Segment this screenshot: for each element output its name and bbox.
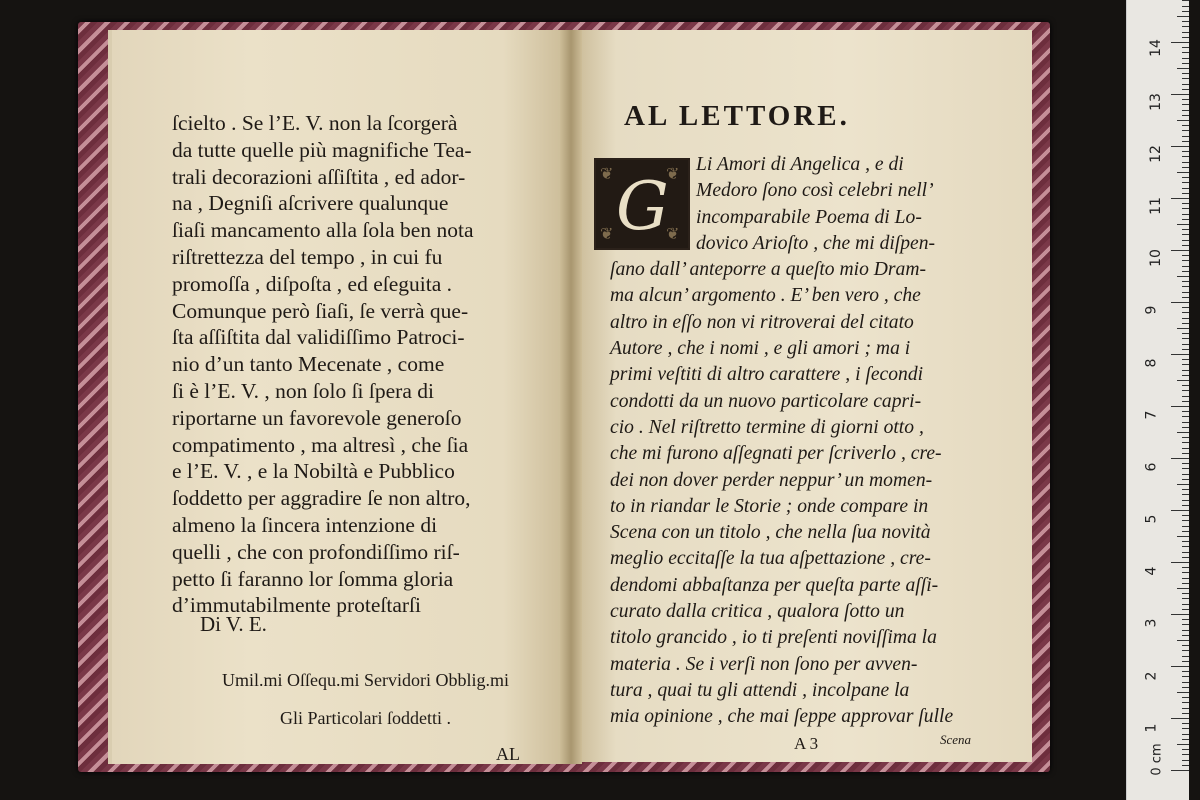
- ruler-tick: [1182, 598, 1189, 599]
- ruler-tick: [1182, 531, 1189, 532]
- ruler-tick: [1182, 671, 1189, 672]
- ruler-number: 13: [1147, 93, 1164, 111]
- ruler-tick: [1182, 229, 1189, 230]
- ruler-tick: [1182, 255, 1189, 256]
- ruler-tick: [1182, 130, 1189, 131]
- text-line: ſiaſi mancamento alla ſola ben nota: [172, 218, 474, 243]
- text-line: dei non dover perder neppur’ un momen-: [610, 469, 933, 491]
- left-page-text: [172, 110, 552, 619]
- right-page: [570, 30, 1032, 762]
- ruler-tick: [1182, 266, 1189, 267]
- ruler-number: 1: [1143, 723, 1160, 733]
- ruler-tick: [1182, 240, 1189, 241]
- ruler-tick: [1171, 354, 1189, 355]
- ruler-tick: [1182, 78, 1189, 79]
- text-line: petto ſi faranno lor ſomma gloria: [172, 566, 454, 591]
- ruler-tick: [1171, 302, 1189, 303]
- text-line: condotti da un nuovo particolare capri-: [610, 390, 922, 412]
- text-line: trali decorazioni aſſiſtita , ed ador-: [172, 164, 466, 189]
- ruler-tick: [1182, 156, 1189, 157]
- ruler-tick: [1177, 328, 1189, 329]
- book-gutter: [560, 30, 582, 764]
- ruler-tick: [1171, 458, 1189, 459]
- ruler-tick: [1182, 260, 1189, 261]
- ruler-tick: [1182, 505, 1189, 506]
- text-line: e l’E. V. , e la Nobiltà e Pubblico: [172, 459, 455, 484]
- ruler-tick: [1182, 546, 1189, 547]
- text-line: Comunque però ſiaſi, ſe verrà que-: [172, 298, 469, 323]
- ruler-number: 14: [1147, 39, 1164, 57]
- ruler-tick: [1182, 307, 1189, 308]
- ruler-tick: [1171, 198, 1189, 199]
- left-page: [108, 30, 572, 764]
- catchword: AL: [496, 744, 520, 764]
- ruler-tick: [1182, 323, 1189, 324]
- ruler-tick: [1182, 271, 1189, 272]
- ruler-tick: [1182, 661, 1189, 662]
- ruler-tick: [1171, 510, 1189, 511]
- ruler-tick: [1182, 182, 1189, 183]
- text-line: Autore , che i nomi , e gli amori ; ma i: [610, 338, 911, 360]
- ruler-tick: [1182, 500, 1189, 501]
- ruler-tick: [1182, 416, 1189, 417]
- ruler-tick: [1182, 765, 1189, 766]
- ruler-tick: [1182, 526, 1189, 527]
- ruler-tick: [1182, 99, 1189, 100]
- ruler-tick: [1182, 52, 1189, 53]
- ruler-number: 10: [1147, 249, 1164, 267]
- ruler-tick: [1182, 219, 1189, 220]
- ruler-tick: [1177, 16, 1189, 17]
- text-line: d’immutabilmente proteſtarſi: [172, 593, 421, 618]
- text-line: ma alcun’ argomento . E’ ben vero , che: [610, 285, 921, 307]
- ruler-tick: [1177, 224, 1189, 225]
- ruler-tick: [1182, 89, 1189, 90]
- text-line: dovico Arioſto , che mi diſpen-: [696, 232, 936, 254]
- ruler-number: 4: [1143, 566, 1160, 576]
- ruler-tick: [1182, 110, 1189, 111]
- text-line: to in riandar le Storie ; onde compare in: [610, 495, 929, 517]
- ruler-tick: [1182, 687, 1189, 688]
- ruler-tick: [1182, 364, 1189, 365]
- text-line: cio . Nel riſtretto termine di giorni otto ,: [610, 416, 924, 438]
- ruler-number: 11: [1147, 197, 1164, 215]
- ruler-tick: [1182, 650, 1189, 651]
- ruler-tick: [1182, 427, 1189, 428]
- ruler-tick: [1182, 193, 1189, 194]
- ruler-tick: [1182, 437, 1189, 438]
- ruler-tick: [1182, 141, 1189, 142]
- ruler-tick: [1182, 188, 1189, 189]
- ruler-tick: [1182, 635, 1189, 636]
- ruler-tick: [1182, 47, 1189, 48]
- ruler-tick: [1171, 718, 1189, 719]
- ruler-tick: [1182, 0, 1189, 1]
- ruler-tick: [1182, 318, 1189, 319]
- ruler-tick: [1182, 723, 1189, 724]
- text-line: meglio eccitaſſe la tua aſpettazione , cre-: [610, 548, 931, 570]
- leaf-ornament-icon: ❦: [600, 224, 614, 243]
- text-line: Medoro ſono così celebri nell’: [696, 180, 934, 202]
- ruler-tick: [1182, 604, 1189, 605]
- text-line: titolo grancido , io ti preſenti noviſſima la: [610, 627, 937, 649]
- signature-line: Umil.mi Oſſequ.mi Servidori Obblig.mi: [222, 670, 509, 690]
- ruler-tick: [1182, 453, 1189, 454]
- signature-mark: A 3: [794, 734, 819, 753]
- scale-ruler: [1126, 0, 1189, 800]
- ruler-tick: [1182, 702, 1189, 703]
- text-line: ſano dall’ anteporre a queſto mio Dram-: [610, 259, 927, 281]
- text-line: da tutte quelle più magnifiche Tea-: [172, 137, 472, 162]
- text-line: materia . Se i verſi non ſono per avven-: [610, 653, 918, 675]
- ruler-unit-label: 0 cm: [1149, 743, 1165, 776]
- ruler-tick: [1182, 479, 1189, 480]
- ruler-tick: [1182, 396, 1189, 397]
- text-line: ſi è l’E. V. , non ſolo ſi ſpera di: [172, 378, 434, 403]
- ruler-number: 3: [1143, 618, 1160, 628]
- ruler-tick: [1171, 94, 1189, 95]
- ruler-tick: [1182, 84, 1189, 85]
- ruler-tick: [1171, 562, 1189, 563]
- ruler-tick: [1177, 172, 1189, 173]
- ruler-tick: [1182, 162, 1189, 163]
- ruler-tick: [1182, 73, 1189, 74]
- dropcap-letter: G: [616, 168, 669, 245]
- ruler-tick: [1182, 11, 1189, 12]
- ruler-tick: [1182, 338, 1189, 339]
- text-line: tura , quai tu gli attendi , incolpane la: [610, 679, 910, 701]
- ruler-tick: [1177, 68, 1189, 69]
- ruler-tick: [1182, 151, 1189, 152]
- ruler-tick: [1182, 21, 1189, 22]
- ruler-number: 2: [1143, 671, 1160, 681]
- ruler-tick: [1182, 370, 1189, 371]
- ruler-tick: [1177, 276, 1189, 277]
- text-line: dendomi abbaſtanza per queſta parte aſſi-: [610, 574, 939, 596]
- ruler-tick: [1177, 588, 1189, 589]
- leaf-ornament-icon: ❦: [666, 164, 680, 183]
- ruler-tick: [1177, 484, 1189, 485]
- ruler-tick: [1182, 312, 1189, 313]
- ruler-tick: [1182, 245, 1189, 246]
- ruler-tick: [1182, 214, 1189, 215]
- ruler-tick: [1182, 167, 1189, 168]
- ruler-tick: [1182, 422, 1189, 423]
- ruler-tick: [1182, 619, 1189, 620]
- ruler-tick: [1171, 770, 1189, 771]
- text-line: riportarne un favorevole generoſo: [172, 405, 462, 430]
- ruler-tick: [1182, 125, 1189, 126]
- text-line: compatimento , ma altresì , che ſia: [172, 432, 469, 457]
- ruler-tick: [1182, 203, 1189, 204]
- ruler-tick: [1182, 63, 1189, 64]
- ruler-tick: [1182, 177, 1189, 178]
- ruler-tick: [1177, 380, 1189, 381]
- ruler-tick: [1182, 463, 1189, 464]
- text-line: altro in eſſo non vi ritroverai del citato: [610, 311, 914, 333]
- ruler-tick: [1171, 614, 1189, 615]
- ruler-number: 7: [1143, 410, 1160, 420]
- ruler-tick: [1182, 593, 1189, 594]
- ruler-tick: [1182, 26, 1189, 27]
- catchword: Scena: [940, 732, 972, 747]
- ruler-tick: [1182, 32, 1189, 33]
- right-page-text: [610, 152, 1030, 731]
- ruler-tick: [1182, 37, 1189, 38]
- text-line: riſtrettezza del tempo , in cui fu: [172, 244, 443, 269]
- ruler-tick: [1182, 489, 1189, 490]
- text-line: promoſſa , diſpoſta , ed eſeguita .: [172, 271, 453, 296]
- ruler-tick: [1182, 411, 1189, 412]
- text-line: quelli , che con profondiſſimo riſ-: [172, 539, 460, 564]
- ruler-tick: [1182, 344, 1189, 345]
- ruler-tick: [1177, 744, 1189, 745]
- ruler-tick: [1171, 146, 1189, 147]
- ruler-tick: [1177, 536, 1189, 537]
- ruler-tick: [1182, 734, 1189, 735]
- text-line: ſoddetto per aggradire ſe non altro,: [172, 486, 471, 511]
- ruler-tick: [1182, 630, 1189, 631]
- ruler-tick: [1182, 115, 1189, 116]
- ruler-tick: [1182, 448, 1189, 449]
- leaf-ornament-icon: ❦: [666, 224, 680, 243]
- ruler-tick: [1182, 676, 1189, 677]
- ruler-tick: [1182, 208, 1189, 209]
- ruler-tick: [1182, 515, 1189, 516]
- ruler-tick: [1182, 58, 1189, 59]
- closing-salutation: Di V. E.: [200, 612, 267, 636]
- ruler-tick: [1171, 250, 1189, 251]
- ruler-tick: [1182, 645, 1189, 646]
- text-line: Li Amori di Angelica , e di: [696, 154, 904, 175]
- text-line: nio d’un tanto Mecenate , come: [172, 352, 445, 377]
- ruler-tick: [1182, 292, 1189, 293]
- ruler-tick: [1171, 666, 1189, 667]
- ruler-tick: [1182, 375, 1189, 376]
- text-line: Scena con un titolo , che nella ſua novità: [610, 522, 931, 544]
- ruler-tick: [1182, 739, 1189, 740]
- ruler-tick: [1182, 442, 1189, 443]
- ruler-tick: [1182, 385, 1189, 386]
- ruler-tick: [1182, 713, 1189, 714]
- ruler-tick: [1177, 640, 1189, 641]
- ruler-tick: [1182, 349, 1189, 350]
- ruler-tick: [1182, 583, 1189, 584]
- text-line: ſcielto . Se l’E. V. non la ſcorgerà: [172, 111, 458, 135]
- page-title: AL LETTORE.: [624, 100, 850, 132]
- text-line: ſta aſſiſtita dal validiſſimo Patroci-: [172, 325, 465, 350]
- ruler-tick: [1182, 468, 1189, 469]
- ruler-tick: [1182, 656, 1189, 657]
- leaf-ornament-icon: ❦: [600, 164, 614, 183]
- ruler-tick: [1182, 333, 1189, 334]
- ruler-tick: [1171, 406, 1189, 407]
- ruler-tick: [1182, 609, 1189, 610]
- ruler-number: 9: [1143, 305, 1160, 315]
- ruler-tick: [1171, 42, 1189, 43]
- ruler-number: 5: [1143, 514, 1160, 524]
- ruler-tick: [1177, 432, 1189, 433]
- ruler-tick: [1182, 552, 1189, 553]
- text-line: mia opinione , che mai ſeppe approvar ſulle: [610, 706, 954, 728]
- ruler-tick: [1182, 567, 1189, 568]
- ruler-tick: [1182, 749, 1189, 750]
- ruler-tick: [1182, 401, 1189, 402]
- ruler-number: 8: [1143, 358, 1160, 368]
- text-line: na , Degniſi aſcrivere qualunque: [172, 191, 449, 216]
- ruler-tick: [1182, 234, 1189, 235]
- ruler-tick: [1182, 557, 1189, 558]
- ruler-tick: [1182, 578, 1189, 579]
- ruler-tick: [1182, 494, 1189, 495]
- ruler-tick: [1182, 390, 1189, 391]
- ruler-tick: [1182, 474, 1189, 475]
- ruler-tick: [1182, 6, 1189, 7]
- ruler-tick: [1182, 624, 1189, 625]
- ruler-tick: [1182, 541, 1189, 542]
- ruler-tick: [1182, 760, 1189, 761]
- ruler-tick: [1182, 728, 1189, 729]
- ruler-tick: [1182, 104, 1189, 105]
- text-line: incomparabile Poema di Lo-: [696, 206, 922, 228]
- ruler-tick: [1182, 297, 1189, 298]
- ruler-tick: [1182, 708, 1189, 709]
- ruler-number: 12: [1147, 145, 1164, 163]
- ruler-tick: [1182, 682, 1189, 683]
- ruler-tick: [1182, 286, 1189, 287]
- ruler-tick: [1182, 520, 1189, 521]
- ruler-tick: [1177, 692, 1189, 693]
- signature-name: Gli Particolari ſoddetti .: [280, 708, 451, 728]
- ruler-tick: [1177, 120, 1189, 121]
- ruler-tick: [1182, 754, 1189, 755]
- ruler-tick: [1182, 572, 1189, 573]
- text-line: almeno la ſincera intenzione di: [172, 512, 438, 537]
- ruler-tick: [1182, 697, 1189, 698]
- ruler-tick: [1182, 359, 1189, 360]
- ruler-tick: [1182, 281, 1189, 282]
- text-line: che mi furono aſſegnati per ſcriverlo , cre-: [610, 443, 942, 465]
- ruler-tick: [1182, 136, 1189, 137]
- text-line: curato dalla critica , qualora ſotto un: [610, 601, 905, 623]
- ruler-number: 6: [1143, 462, 1160, 472]
- text-line: primi veſtiti di altro carattere , i ſecondi: [610, 364, 924, 386]
